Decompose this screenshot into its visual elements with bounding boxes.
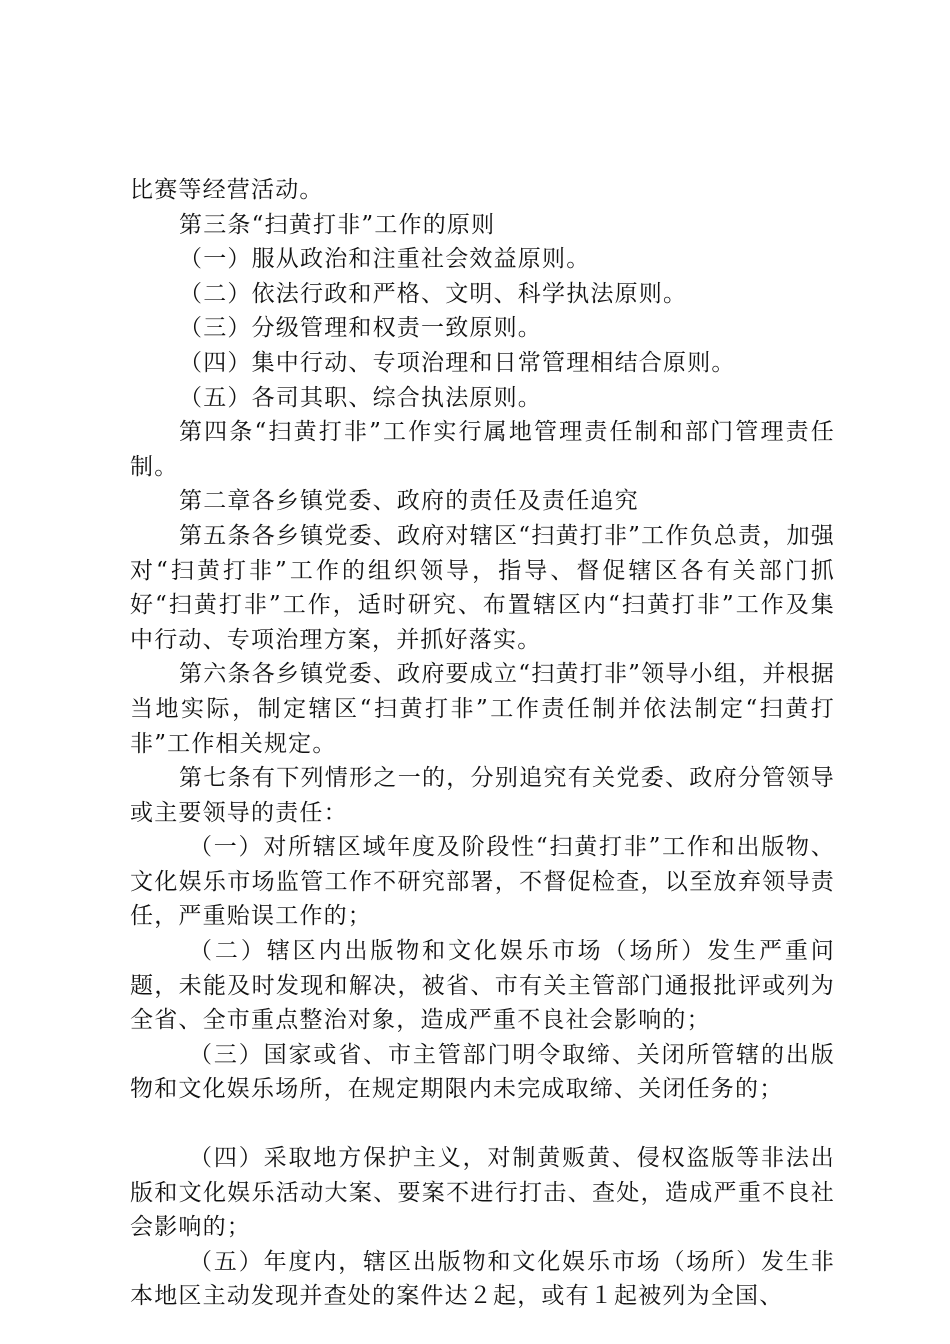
article-7-item-1: （一）对所辖区域年度及阶段性“扫黄打非”工作和出版物、文化娱乐市场监管工作不研究部署，不督促检查，以至放弃领导责任，严重贻误工作的；: [130, 834, 835, 930]
principle-item-4: （四）集中行动、专项治理和日常管理相结合原则。: [179, 349, 736, 376]
article-5: 第五条各乡镇党委、政府对辖区“扫黄打非”工作负总责，加强对“扫黄打非”工作的组织领导，指导、督促辖区各有关部门抓好“扫黄打非”工作，适时研究、布置辖区内“扫黄打非”工作及集中行动、专项治理方案，并抓好落实。: [130, 522, 835, 653]
article-7-item-5: （五）年度内，辖区出版物和文化娱乐市场（场所）发生非本地区主动发现并查处的案件达２起，或有１起被列为全国、: [130, 1248, 835, 1310]
article-7-item-4: （四）采取地方保护主义，对制黄贩黄、侵权盗版等非法出版和文化娱乐活动大案、要案不进行打击、查处，造成严重不良社会影响的；: [130, 1145, 835, 1241]
blank-line: [130, 1107, 835, 1141]
principle-item-1: （一）服从政治和注重社会效益原则。: [179, 246, 591, 273]
article-4: 第四条“扫黄打非”工作实行属地管理责任制和部门管理责任制。: [130, 419, 835, 480]
article-7: 第七条有下列情形之一的，分别追究有关党委、政府分管领导或主要领导的责任：: [130, 765, 835, 826]
article-7-item-2: （二）辖区内出版物和文化娱乐市场（场所）发生严重问题，未能及时发现和解决，被省、市有关主管部门通报批评或列为全省、全市重点整治对象，造成严重不良社会影响的；: [130, 938, 835, 1034]
document-body: [130, 173, 835, 1314]
principle-item-2: （二）依法行政和严格、文明、科学执法原则。: [179, 280, 688, 307]
chapter-2-heading: 第二章各乡镇党委、政府的责任及责任追究: [179, 488, 639, 515]
principle-item-3: （三）分级管理和权责一致原则。: [179, 315, 542, 342]
article-3-heading: 第三条“扫黄打非”工作的原则: [179, 211, 496, 238]
principle-item-5: （五）各司其职、综合执法原则。: [179, 384, 542, 411]
paragraph-continuation: 比赛等经营活动。: [130, 177, 324, 203]
article-6: 第六条各乡镇党委、政府要成立“扫黄打非”领导小组，并根据当地实际，制定辖区“扫黄打非”工作责任制并依法制定“扫黄打非”工作相关规定。: [130, 661, 835, 757]
article-7-item-3: （三）国家或省、市主管部门明令取缔、关闭所管辖的出版物和文化娱乐场所，在规定期限内未完成取缔、关闭任务的；: [130, 1041, 835, 1103]
